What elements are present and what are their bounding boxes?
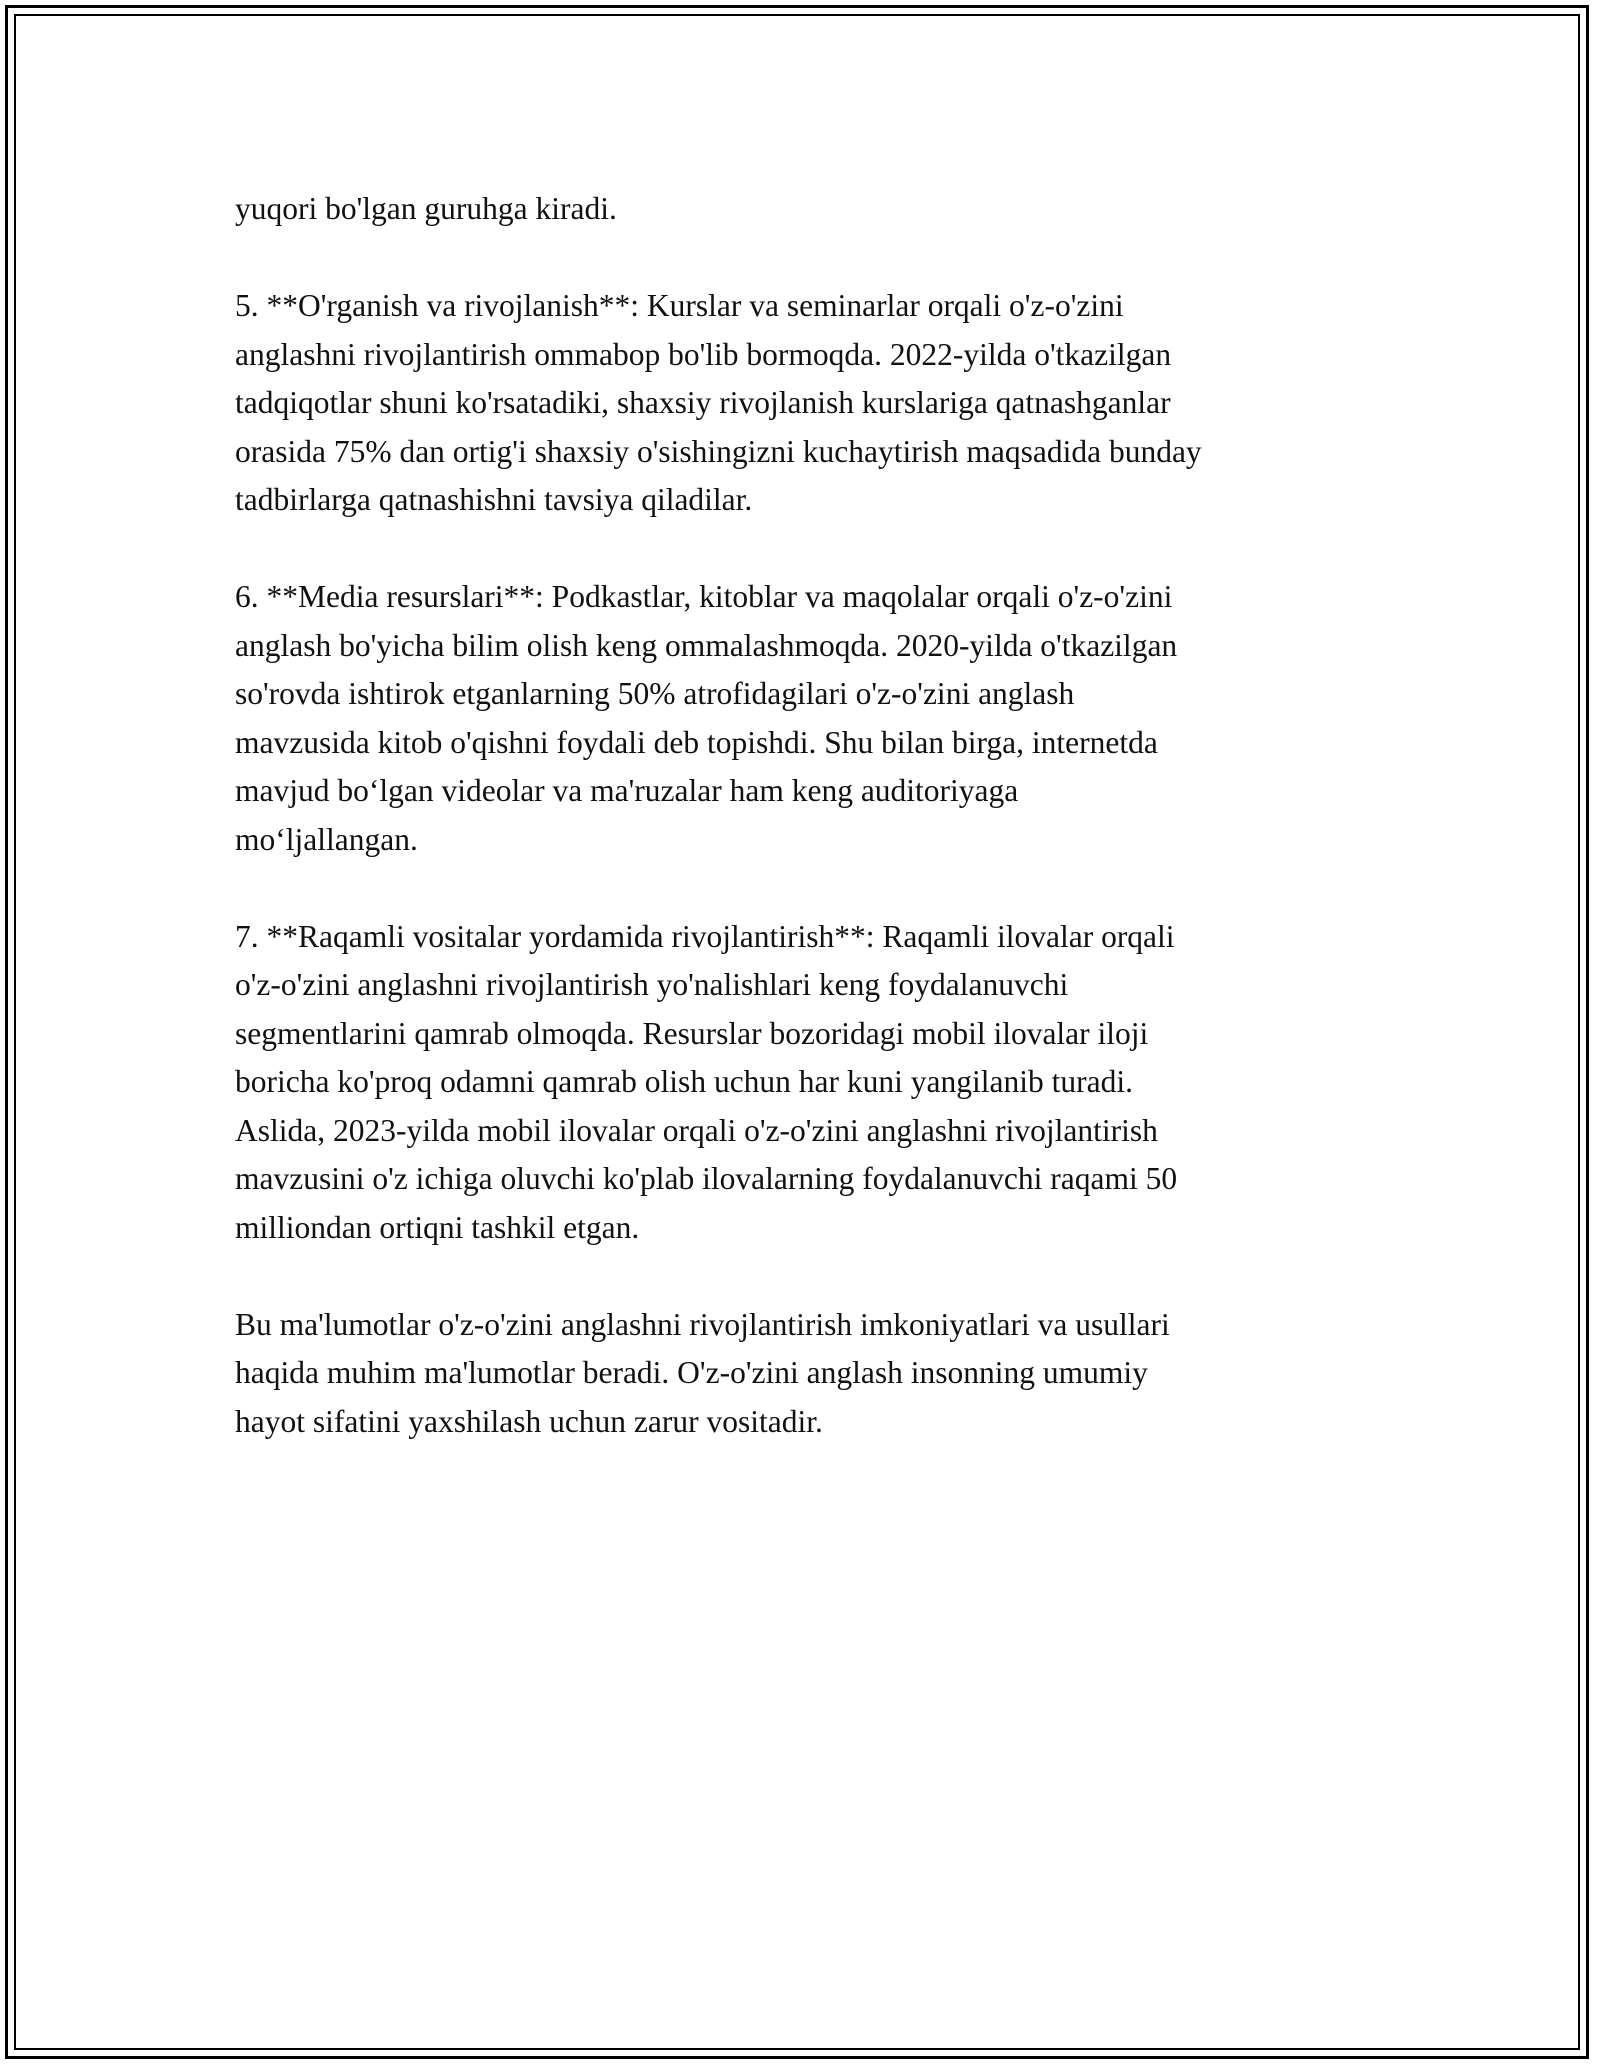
text-line: 6. **Media resurslari**: Podkastlar, kitoblar va maqolalar orqali o'z-o'zini bbox=[235, 579, 1173, 614]
text-line: yuqori bo'lgan guruhga kiradi. bbox=[235, 191, 617, 226]
text-line: orasida 75% dan ortig'i shaxsiy o'sishingizni kuchaytirish maqsadida bunday bbox=[235, 433, 1202, 469]
text-line: segmentlarini qamrab olmoqda. Resurslar bozoridagi mobil ilovalar iloji bbox=[235, 1015, 1149, 1051]
text-line: Aslida, 2023-yilda mobil ilovalar orqali o'z-o'zini anglashni rivojlantirish bbox=[235, 1112, 1158, 1148]
text-line: Bu ma'lumotlar o'z-o'zini anglashni rivojlantirish imkoniyatlari va usullari bbox=[235, 1306, 1170, 1342]
text-line: hayot sifatini yaxshilash uchun zarur vositadir. bbox=[235, 1403, 823, 1439]
text-line: boricha ko'proq odamni qamrab olish uchun har kuni yangilanib turadi. bbox=[235, 1064, 1133, 1099]
text-line: milliondan ortiqni tashkil etgan. bbox=[235, 1209, 640, 1245]
paragraph-continuation bbox=[235, 185, 1385, 234]
text-line: tadbirlarga qatnashishni tavsiya qiladilar. bbox=[235, 482, 753, 517]
text-line: o'z-o'zini anglashni rivojlantirish yo'nalishlari keng foydalanuvchi bbox=[235, 967, 1069, 1002]
paragraph-item-5 bbox=[235, 282, 1385, 525]
text-line: anglashni rivojlantirish ommabop bo'lib bormoqda. 2022-yilda o'tkazilgan bbox=[235, 336, 1172, 372]
text-line: haqida muhim ma'lumotlar beradi. O'z-o'zini anglash insonning umumiy bbox=[235, 1355, 1148, 1390]
text-line: so'rovda ishtirok etganlarning 50% atrofidagilari o'z-o'zini anglash bbox=[235, 676, 1075, 711]
text-line: mavjud bo‘lgan videolar va ma'ruzalar ham keng auditoriyaga bbox=[235, 773, 1019, 808]
paragraph-conclusion bbox=[235, 1301, 1385, 1447]
text-line: 7. **Raqamli vositalar yordamida rivojlantirish**: Raqamli ilovalar orqali bbox=[235, 918, 1175, 954]
text-line: mavzusini o'z ichiga oluvchi ko'plab ilovalarning foydalanuvchi raqami 50 bbox=[235, 1161, 1178, 1196]
text-line: 5. **O'rganish va rivojlanish**: Kurslar va seminarlar orqali o'z-o'zini bbox=[235, 288, 1124, 323]
text-line: mo‘ljallangan. bbox=[235, 821, 418, 857]
text-line: tadqiqotlar shuni ko'rsatadiki, shaxsiy rivojlanish kurslariga qatnashganlar bbox=[235, 385, 1171, 420]
paragraph-item-6 bbox=[235, 573, 1385, 864]
document-body bbox=[235, 185, 1385, 1495]
paragraph-item-7 bbox=[235, 913, 1385, 1253]
text-line: anglash bo'yicha bilim olish keng ommalashmoqda. 2020-yilda o'tkazilgan bbox=[235, 627, 1178, 663]
text-line: mavzusida kitob o'qishni foydali deb topishdi. Shu bilan birga, internetda bbox=[235, 724, 1158, 760]
